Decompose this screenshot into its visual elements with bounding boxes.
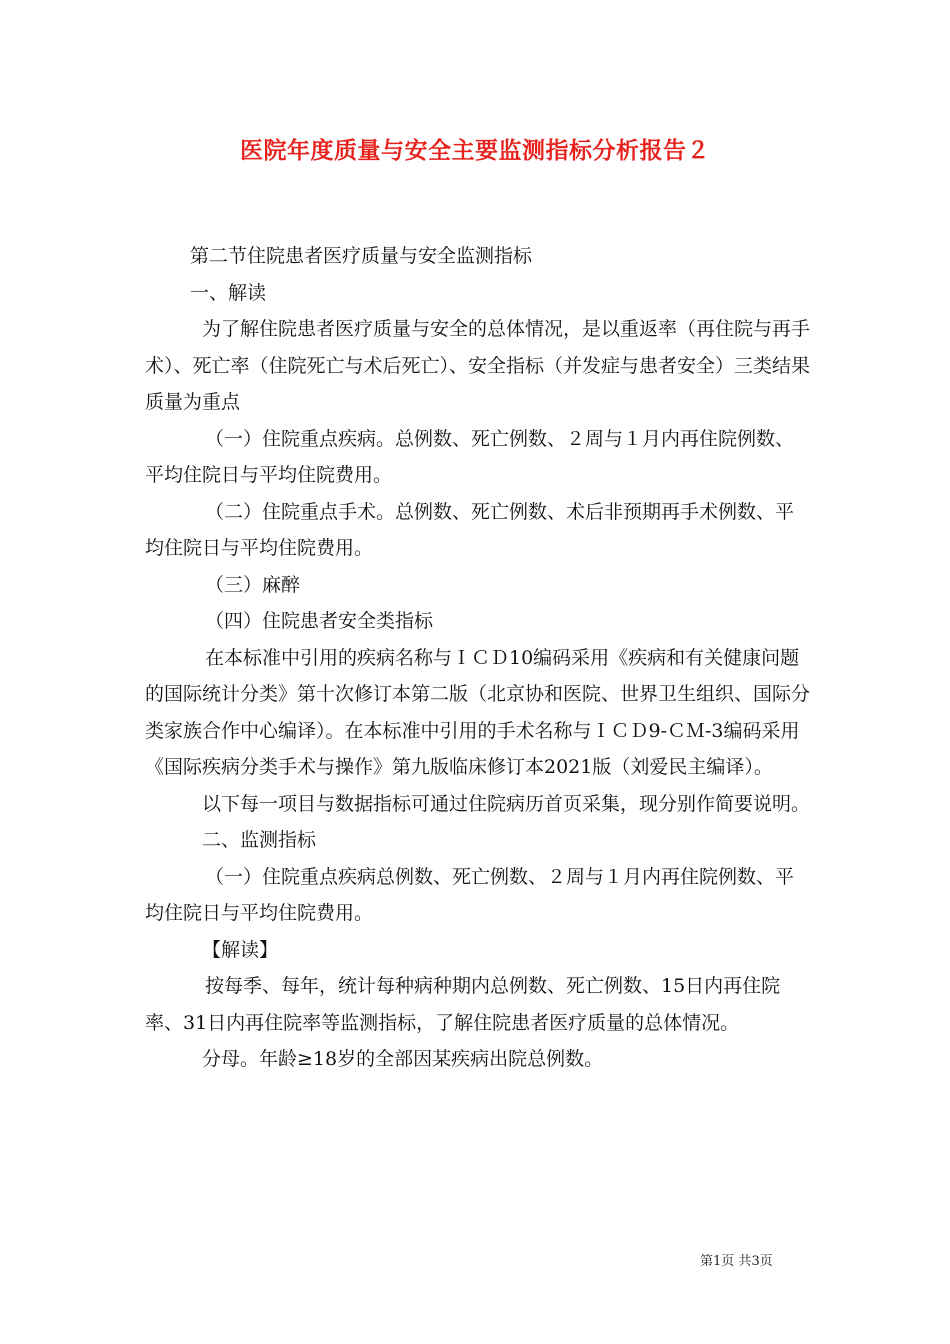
paragraph: （四）住院患者安全类指标 bbox=[205, 610, 434, 632]
paragraph: 分母。年龄≥18岁的全部因某疾病出院总例数。 bbox=[202, 1048, 604, 1070]
subheading-interpretation: 一、解读 bbox=[190, 281, 267, 304]
paragraph: （二）住院重点手术。总例数、死亡例数、术后非预期再手术例数、平均住院日与平均住院费用。 bbox=[145, 500, 795, 559]
footer-suffix: 页 bbox=[759, 1254, 773, 1269]
document-body bbox=[145, 238, 810, 1078]
paragraph: 以下每一项目与数据指标可通过住院病历首页采集，现分别作简要说明。 bbox=[202, 792, 811, 815]
page-number-total: 3 bbox=[751, 1254, 760, 1269]
subheading-indicators: 二、监测指标 bbox=[202, 829, 317, 851]
document-title: 医院年度质量与安全主要监测指标分析报告２ bbox=[240, 137, 710, 164]
section-heading: 第二节住院患者医疗质量与安全监测指标 bbox=[190, 245, 533, 267]
paragraph: 在本标准中引用的疾病名称与ＩＣＤ10编码采用《疾病和有关健康问题的国际统计分类》第十次修订本第二版（北京协和医院、世界卫生组织、国际分类家族合作中心编译）。在本标准中引用的手术名称与ＩＣＤ9-ＣＭ-3编码采用《国际疾病分类手术与操作》第九版临床修订本2021版（刘爱民主编译）。 bbox=[145, 646, 811, 778]
paragraph: 为了解住院患者医疗质量与安全的总体情况，是以重返率（再住院与再手术）、死亡率（住院死亡与术后死亡）、安全指标（并发症与患者安全）三类结果质量为重点 bbox=[145, 318, 811, 413]
paragraph: （一）住院重点疾病总例数、死亡例数、２周与１月内再住院例数、平均住院日与平均住院费用。 bbox=[145, 865, 795, 924]
paragraph: 按每季、每年，统计每种病种期内总例数、死亡例数、15日内再住院率、31日内再住院率等监测指标，了解住院患者医疗质量的总体情况。 bbox=[145, 975, 781, 1034]
footer-prefix: 第 bbox=[700, 1254, 714, 1269]
subheading-bracket: 【解读】 bbox=[202, 938, 279, 961]
page-footer bbox=[700, 1250, 773, 1269]
paragraph: （三）麻醉 bbox=[205, 573, 301, 596]
page-number-current: 1 bbox=[713, 1254, 722, 1269]
footer-middle: 页 共 bbox=[721, 1254, 752, 1269]
paragraph: （一）住院重点疾病。总例数、死亡例数、２周与１月内再住院例数、平均住院日与平均住院费用。 bbox=[145, 427, 795, 486]
